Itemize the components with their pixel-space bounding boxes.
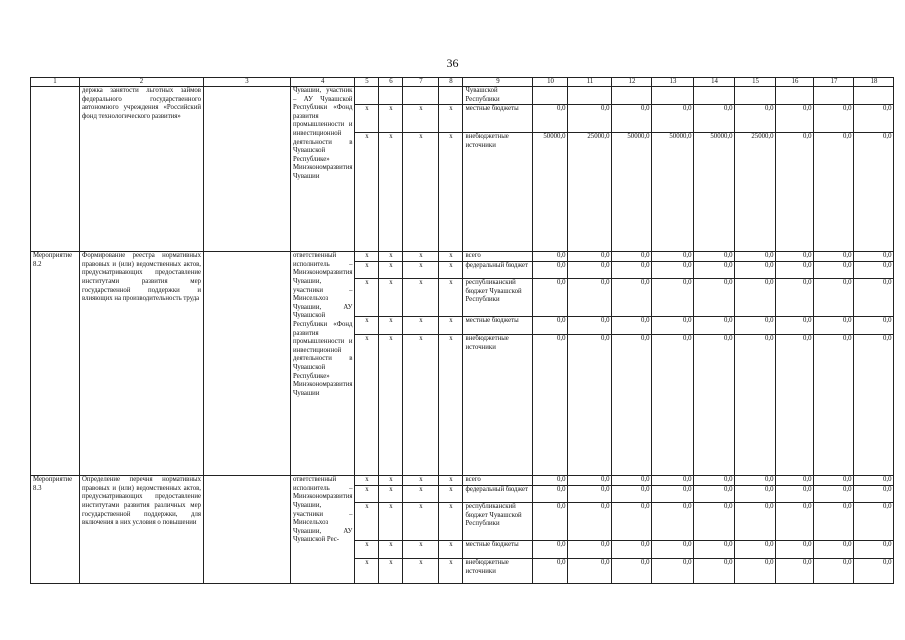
amount-cell — [694, 87, 735, 105]
funding-source-cell: внебюджетные источники — [463, 133, 533, 252]
funding-source-cell: республиканский бюджет Чувашской Республики — [463, 279, 533, 317]
column-number: 12 — [612, 78, 652, 87]
amount-cell: 0,0 — [694, 252, 735, 262]
column-number: 17 — [814, 78, 854, 87]
amount-cell: 0,0 — [776, 279, 814, 317]
amount-cell: 50000,0 — [612, 133, 652, 252]
amount-cell: 0,0 — [854, 476, 894, 486]
amount-cell: 0,0 — [568, 559, 612, 584]
amount-cell: 0,0 — [814, 317, 854, 335]
funding-source-cell: местные бюджеты — [463, 317, 533, 335]
column-number: 10 — [533, 78, 568, 87]
code-cell: x — [355, 279, 379, 317]
code-cell — [355, 87, 379, 105]
amount-cell: 0,0 — [814, 559, 854, 584]
amount-cell: 0,0 — [854, 541, 894, 559]
funding-source-cell: федеральный бюджет — [463, 486, 533, 503]
code-cell: x — [355, 486, 379, 503]
code-cell: x — [403, 262, 439, 279]
amount-cell: 0,0 — [735, 559, 776, 584]
executor-cell: ответственный исполнитель – Минэкономразвития Чувашии, участники – Минсельхоз Чувашии, АУ Чувашской Республики «Фонд развития промышленности и инвестиционной деятельности в Чувашской Республике» Минэкономразвития Чувашии — [291, 252, 355, 476]
amount-cell — [854, 87, 894, 105]
amount-cell: 50000,0 — [533, 133, 568, 252]
code-cell: x — [379, 559, 403, 584]
amount-cell: 0,0 — [533, 476, 568, 486]
amount-cell: 50000,0 — [694, 133, 735, 252]
amount-cell: 0,0 — [814, 105, 854, 133]
amount-cell: 0,0 — [652, 476, 694, 486]
column-number: 14 — [694, 78, 735, 87]
column-number: 4 — [291, 78, 355, 87]
funding-source-cell: республиканский бюджет Чувашской Республики — [463, 503, 533, 541]
column-number: 8 — [439, 78, 463, 87]
amount-cell: 0,0 — [814, 262, 854, 279]
code-cell: x — [355, 559, 379, 584]
amount-cell: 0,0 — [652, 503, 694, 541]
header-row — [31, 78, 894, 87]
amount-cell: 0,0 — [612, 335, 652, 476]
amount-cell: 0,0 — [612, 503, 652, 541]
code-cell — [439, 87, 463, 105]
status-cell — [204, 476, 291, 584]
amount-cell: 0,0 — [568, 252, 612, 262]
code-cell: x — [439, 541, 463, 559]
amount-cell: 0,0 — [854, 335, 894, 476]
amount-cell: 50000,0 — [652, 133, 694, 252]
amount-cell: 0,0 — [612, 279, 652, 317]
code-cell: x — [355, 262, 379, 279]
code-cell: x — [379, 503, 403, 541]
measure-description-cell: Формирование реестра нормативных правовых и (или) ведомственных актов, предусматривающих предоставление институтами развития мер государственной поддержки и влияющих на производительность труда — [80, 252, 204, 476]
amount-cell — [568, 87, 612, 105]
code-cell: x — [355, 133, 379, 252]
funding-source-cell: всего — [463, 252, 533, 262]
code-cell: x — [439, 252, 463, 262]
amount-cell: 0,0 — [612, 559, 652, 584]
code-cell: x — [355, 317, 379, 335]
amount-cell — [652, 87, 694, 105]
measure-description-cell: держка занятости льготных займов федерального государственного автономного учреждения «Российский фонд технологического развития» — [80, 87, 204, 252]
amount-cell: 0,0 — [735, 335, 776, 476]
code-cell: x — [355, 476, 379, 486]
amount-cell: 0,0 — [776, 476, 814, 486]
amount-cell: 0,0 — [854, 105, 894, 133]
code-cell: x — [355, 503, 379, 541]
table-row — [31, 87, 894, 105]
amount-cell: 0,0 — [694, 279, 735, 317]
column-number: 2 — [80, 78, 204, 87]
measure-cell — [31, 87, 80, 252]
code-cell: x — [439, 503, 463, 541]
code-cell: x — [439, 476, 463, 486]
code-cell: x — [379, 335, 403, 476]
amount-cell: 0,0 — [694, 541, 735, 559]
funding-source-cell: местные бюджеты — [463, 105, 533, 133]
code-cell: x — [403, 559, 439, 584]
amount-cell: 0,0 — [568, 262, 612, 279]
amount-cell: 0,0 — [776, 262, 814, 279]
table-row — [31, 476, 894, 486]
code-cell: x — [355, 105, 379, 133]
amount-cell: 0,0 — [735, 279, 776, 317]
column-number: 3 — [204, 78, 291, 87]
amount-cell: 0,0 — [612, 476, 652, 486]
measure-cell: Мероприятие 8.3 — [31, 476, 80, 584]
column-number: 16 — [776, 78, 814, 87]
amount-cell: 0,0 — [612, 105, 652, 133]
executor-cell: ответственный исполнитель – Минэкономразвития Чувашии, участники – Минсельхоз Чувашии, АУ Чувашской Рес- — [291, 476, 355, 584]
amount-cell: 0,0 — [568, 335, 612, 476]
status-cell — [204, 252, 291, 476]
code-cell — [403, 87, 439, 105]
amount-cell: 0,0 — [612, 486, 652, 503]
amount-cell: 0,0 — [776, 252, 814, 262]
status-cell — [204, 87, 291, 252]
amount-cell: 0,0 — [568, 486, 612, 503]
funding-source-cell: внебюджетные источники — [463, 335, 533, 476]
code-cell — [379, 87, 403, 105]
amount-cell: 0,0 — [652, 486, 694, 503]
funding-source-cell: Чувашской Республики — [463, 87, 533, 105]
code-cell: x — [379, 486, 403, 503]
amount-cell: 0,0 — [854, 133, 894, 252]
amount-cell: 0,0 — [814, 503, 854, 541]
amount-cell: 0,0 — [694, 476, 735, 486]
amount-cell — [533, 87, 568, 105]
amount-cell: 0,0 — [652, 335, 694, 476]
code-cell: x — [439, 279, 463, 317]
amount-cell: 0,0 — [694, 503, 735, 541]
measure-cell: Мероприятие 8.2 — [31, 252, 80, 476]
amount-cell: 0,0 — [694, 559, 735, 584]
amount-cell: 0,0 — [568, 541, 612, 559]
amount-cell: 0,0 — [652, 105, 694, 133]
code-cell: x — [379, 317, 403, 335]
amount-cell: 0,0 — [652, 252, 694, 262]
amount-cell: 0,0 — [735, 503, 776, 541]
code-cell: x — [439, 335, 463, 476]
amount-cell: 0,0 — [533, 541, 568, 559]
funding-source-cell: местные бюджеты — [463, 541, 533, 559]
amount-cell: 0,0 — [814, 335, 854, 476]
amount-cell: 0,0 — [735, 252, 776, 262]
code-cell: x — [379, 105, 403, 133]
amount-cell: 0,0 — [854, 559, 894, 584]
amount-cell: 25000,0 — [568, 133, 612, 252]
amount-cell: 0,0 — [533, 335, 568, 476]
amount-cell: 0,0 — [694, 335, 735, 476]
amount-cell: 0,0 — [533, 559, 568, 584]
code-cell: x — [403, 133, 439, 252]
amount-cell: 0,0 — [776, 105, 814, 133]
page-number: 36 — [446, 56, 459, 70]
code-cell: x — [355, 252, 379, 262]
executor-cell: Чувашии, участник – АУ Чувашской Республики «Фонд развития промышленности и инвестиционной деятельности в Чувашской Республике» Минэкономразвития Чувашии — [291, 87, 355, 252]
column-number: 11 — [568, 78, 612, 87]
code-cell: x — [379, 252, 403, 262]
code-cell: x — [403, 541, 439, 559]
code-cell: x — [403, 279, 439, 317]
code-cell: x — [439, 133, 463, 252]
table-row — [31, 252, 894, 262]
amount-cell: 25000,0 — [735, 133, 776, 252]
code-cell: x — [355, 335, 379, 476]
amount-cell: 0,0 — [814, 279, 854, 317]
amount-cell: 0,0 — [735, 262, 776, 279]
amount-cell: 0,0 — [776, 133, 814, 252]
column-number: 7 — [403, 78, 439, 87]
code-cell: x — [379, 262, 403, 279]
amount-cell: 0,0 — [735, 105, 776, 133]
amount-cell: 0,0 — [694, 486, 735, 503]
amount-cell: 0,0 — [735, 317, 776, 335]
code-cell: x — [403, 503, 439, 541]
code-cell: x — [403, 252, 439, 262]
column-number: 1 — [31, 78, 80, 87]
amount-cell: 0,0 — [854, 262, 894, 279]
amount-cell — [814, 87, 854, 105]
amount-cell: 0,0 — [652, 559, 694, 584]
amount-cell: 0,0 — [814, 133, 854, 252]
column-number: 9 — [463, 78, 533, 87]
amount-cell: 0,0 — [814, 486, 854, 503]
amount-cell: 0,0 — [568, 279, 612, 317]
amount-cell: 0,0 — [612, 541, 652, 559]
amount-cell: 0,0 — [854, 486, 894, 503]
amount-cell — [735, 87, 776, 105]
amount-cell: 0,0 — [568, 105, 612, 133]
amount-cell: 0,0 — [612, 262, 652, 279]
amount-cell: 0,0 — [652, 541, 694, 559]
column-number: 13 — [652, 78, 694, 87]
code-cell: x — [379, 541, 403, 559]
funding-source-cell: внебюджетные источники — [463, 559, 533, 584]
code-cell: x — [379, 279, 403, 317]
measure-description-cell: Определение перечня нормативных правовых и (или) ведомственных актов, предусматривающих предоставление институтами развития различных мер государственной поддержки, для включения в них условия о повышении — [80, 476, 204, 584]
amount-cell: 0,0 — [652, 279, 694, 317]
amount-cell: 0,0 — [814, 476, 854, 486]
amount-cell: 0,0 — [533, 503, 568, 541]
amount-cell: 0,0 — [694, 105, 735, 133]
amount-cell: 0,0 — [568, 503, 612, 541]
column-number: 6 — [379, 78, 403, 87]
code-cell: x — [403, 486, 439, 503]
amount-cell: 0,0 — [694, 262, 735, 279]
amount-cell: 0,0 — [776, 503, 814, 541]
amount-cell: 0,0 — [533, 486, 568, 503]
amount-cell: 0,0 — [568, 476, 612, 486]
amount-cell: 0,0 — [776, 486, 814, 503]
code-cell: x — [379, 476, 403, 486]
column-number: 15 — [735, 78, 776, 87]
code-cell: x — [439, 486, 463, 503]
code-cell: x — [439, 105, 463, 133]
amount-cell: 0,0 — [533, 105, 568, 133]
amount-cell: 0,0 — [533, 317, 568, 335]
code-cell: x — [439, 262, 463, 279]
code-cell: x — [403, 317, 439, 335]
amount-cell: 0,0 — [854, 317, 894, 335]
amount-cell: 0,0 — [612, 317, 652, 335]
column-number: 5 — [355, 78, 379, 87]
amount-cell: 0,0 — [652, 262, 694, 279]
amount-cell: 0,0 — [776, 541, 814, 559]
budget-table — [30, 77, 894, 584]
amount-cell: 0,0 — [735, 486, 776, 503]
amount-cell: 0,0 — [854, 252, 894, 262]
amount-cell: 0,0 — [854, 279, 894, 317]
amount-cell: 0,0 — [776, 559, 814, 584]
amount-cell: 0,0 — [652, 317, 694, 335]
amount-cell: 0,0 — [735, 476, 776, 486]
code-cell: x — [403, 105, 439, 133]
code-cell: x — [403, 476, 439, 486]
amount-cell: 0,0 — [533, 279, 568, 317]
code-cell: x — [439, 559, 463, 584]
code-cell: x — [379, 133, 403, 252]
amount-cell — [776, 87, 814, 105]
amount-cell: 0,0 — [612, 252, 652, 262]
amount-cell: 0,0 — [776, 317, 814, 335]
amount-cell: 0,0 — [533, 262, 568, 279]
amount-cell: 0,0 — [735, 541, 776, 559]
amount-cell: 0,0 — [814, 252, 854, 262]
amount-cell: 0,0 — [694, 317, 735, 335]
funding-source-cell: всего — [463, 476, 533, 486]
amount-cell: 0,0 — [776, 335, 814, 476]
amount-cell: 0,0 — [854, 503, 894, 541]
amount-cell: 0,0 — [568, 317, 612, 335]
amount-cell: 0,0 — [533, 252, 568, 262]
column-number: 18 — [854, 78, 894, 87]
code-cell: x — [439, 317, 463, 335]
amount-cell — [612, 87, 652, 105]
code-cell: x — [355, 541, 379, 559]
amount-cell: 0,0 — [814, 541, 854, 559]
code-cell: x — [403, 335, 439, 476]
funding-source-cell: федеральный бюджет — [463, 262, 533, 279]
